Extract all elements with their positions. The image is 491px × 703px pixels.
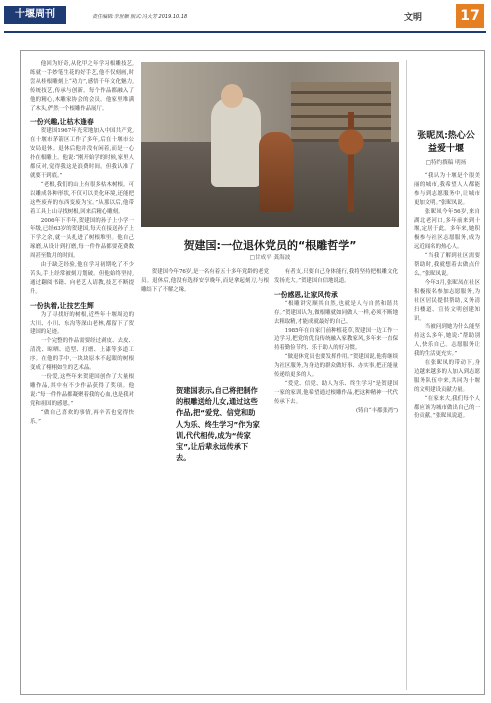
photo-head	[221, 84, 243, 108]
paragraph: 今年3月,张昵凤在社区积极报名参加志愿服务,为社区居民提供帮助,义务清扫楼道、宣传文明创建知识。	[414, 279, 480, 322]
editor-meta: 责任编辑:李世顺 版式:冯大芳 2019.10.18	[92, 14, 188, 20]
column-divider	[406, 60, 407, 690]
paragraph: “在家来大,我们每个人都应该为城市做出自己的一份贡献。”张昵凤说道。	[414, 395, 480, 420]
paragraph: 贺建国1967年光荣地加入中国共产党,在十堰市茅箭区工作了多年,后在十堰市公安局退休。退休后他并没有闲着,而是一心扑在根雕上。他说:“刚开始学的时候,家里人都反对,觉得我这是浪费时间。但我认准了就要干到底。”	[30, 128, 134, 179]
subheading: 一份执着,让技艺生辉	[30, 301, 94, 310]
paragraph: 一个完整的作品需要经过剥皮、去皮、清洗、晾晒、造型、打磨、上漆等多道工序。在他的手中,一块块原本不起眼的树根变成了栩栩如生的艺术品。	[30, 338, 134, 372]
paragraph: “根雕讲究顺其自然,也就是人与自然和谐共存。”贺建国认为,做根雕就如同做人一样,必须不断地去粗取精,才能成就最好的自己。	[274, 300, 398, 325]
paragraph: 在张昵凤的带动下,身边越来越多的人加入到志愿服务队伍中来,共同为十堰的文明建设贡献力量。	[414, 360, 480, 393]
paragraph: “爱党、信党、助人为乐、终生学习”是贺建国一家的家训,他希望通过根雕作品,把这种精神一代代传承下去。	[274, 380, 398, 405]
article-column-2b	[274, 268, 398, 688]
article-credit: (铸自“丰都张湾”)	[355, 407, 398, 414]
paragraph: “老根,我们的山上有很多枯木树根。可以雕成各种形状,不仅可以美化环境,还能把这些废弃的东西变废为宝。”从那以后,他带着工具上山寻找树根,回来后精心雕刻。	[30, 181, 134, 215]
paragraph: 由于缺乏经验,他在学习初期吃了不少苦头,手上经常被刻刀划破。但他始终坚持,通过翻阅书籍、向老艺人请教,技艺不断提升。	[30, 262, 134, 295]
paragraph: “我认为十堰是个很美丽的城市,我希望人人都能参与到志愿服务中,让城市更加文明。”张昵凤说。	[414, 173, 480, 206]
paragraph: 2006年下半年,贺建国的孙子上小学一年级,已经63岁的贺建国,每天在接送孙子上下学之余,就一头扎进了树根堆里。他自己琢磨,从设计到打磨,每一件作品都要花费数周甚至数月的时间。	[30, 217, 134, 260]
sidebar-byline: □特约撰稿 明扬	[425, 160, 467, 166]
section-label: 文明	[404, 13, 423, 23]
paragraph: 张昵凤今年56岁,来自湖北老河口,多年前来到十堰,定居于此。多年来,她积极参与社区志愿服务,成为远近闻名的热心人。	[414, 208, 480, 251]
article-column-2a	[141, 268, 269, 380]
page-number: 17	[456, 4, 484, 28]
paragraph: 他回为好奇,从化甲之年学习根雕技艺,练就一手妙笔生花的好手艺,他不仅刻画,时尝从桂根雕刻上“功力”,感悟千年文化魅力,传统技艺,传承与创新。每个作品都融入了他的精心,木雕家协会的会员。他家里堆满了木头,俨然一个根雕作品展厅。	[30, 61, 134, 112]
article-column-1	[30, 60, 134, 690]
header-rule	[4, 31, 486, 33]
sidebar-column	[414, 172, 480, 690]
photo-person	[211, 97, 261, 187]
paragraph: “做退休党员也要发挥作用。”贺建国说,他将继续为社区服务,为身边的群众做好事、办实事,把正能量传递给更多的人。	[274, 354, 398, 379]
subheading: 一份感恩,让家风传承	[274, 290, 338, 299]
photo-root-carving	[259, 132, 293, 212]
woodcarver-photo	[141, 62, 399, 227]
pull-quote: 贺建国表示,自己将把制作的根雕送给儿女,通过这些作品,把“爱党、信党和助人为乐、终生学习”作为家训,代代相传,成为“传家宝”,让后辈永远传承下去。	[176, 386, 260, 463]
page-header	[0, 0, 491, 34]
paragraph: 有者支,只要自己身体能行,我将坚持把根雕文化发扬光大。”贺建国自信地说道。	[274, 269, 398, 284]
article-byline: □甘成平 龚海波	[249, 255, 291, 261]
paragraph: “当我了解到社区需要帮助时,我就想着去做点什么。”张昵凤说。	[414, 253, 480, 277]
paragraph: 一份爱,这些年来贺建国创作了大量根雕作品,其中有不少作品获得了奖项。他说:“每一件作品都凝聚着我的心血,也是我对党和祖国的感恩。”	[30, 374, 134, 407]
brand-banner: 十堰周刊	[4, 6, 66, 24]
paragraph: 当被问到她为什么能坚持这么多年,她说:“帮助别人,快乐自己。志愿服务让我的生活更充实。”	[414, 324, 480, 358]
sidebar-title: 张昵凤:热心公益爱十堰	[417, 131, 475, 154]
paragraph: 贺建国今年76岁,是一名有着五十多年党龄的老党员。退休后,他没有选择安享晚年,而是拿起刻刀,与根雕结下了不解之缘。	[141, 269, 269, 293]
photo-root-tree	[331, 112, 371, 212]
article-title: 贺建国:一位退休党员的“根雕哲学”	[183, 239, 357, 252]
paragraph: “做自己喜欢的事情,再辛苦也觉得快乐。”	[30, 409, 134, 425]
subheading: 一份兴趣,让枯木逢春	[30, 118, 94, 127]
paragraph: 为了寻找好的树根,近些年十堰周边的大川、小川、东沟等深山老林,都留下了贺建国的足迹。	[30, 311, 134, 336]
paragraph: 1985年在自家门前种植花草,贺建国一边工作一边学习,把党的优良传统融入家教家风,多年来一直保持着勤俭节约、乐于助人的好习惯。	[274, 327, 398, 352]
